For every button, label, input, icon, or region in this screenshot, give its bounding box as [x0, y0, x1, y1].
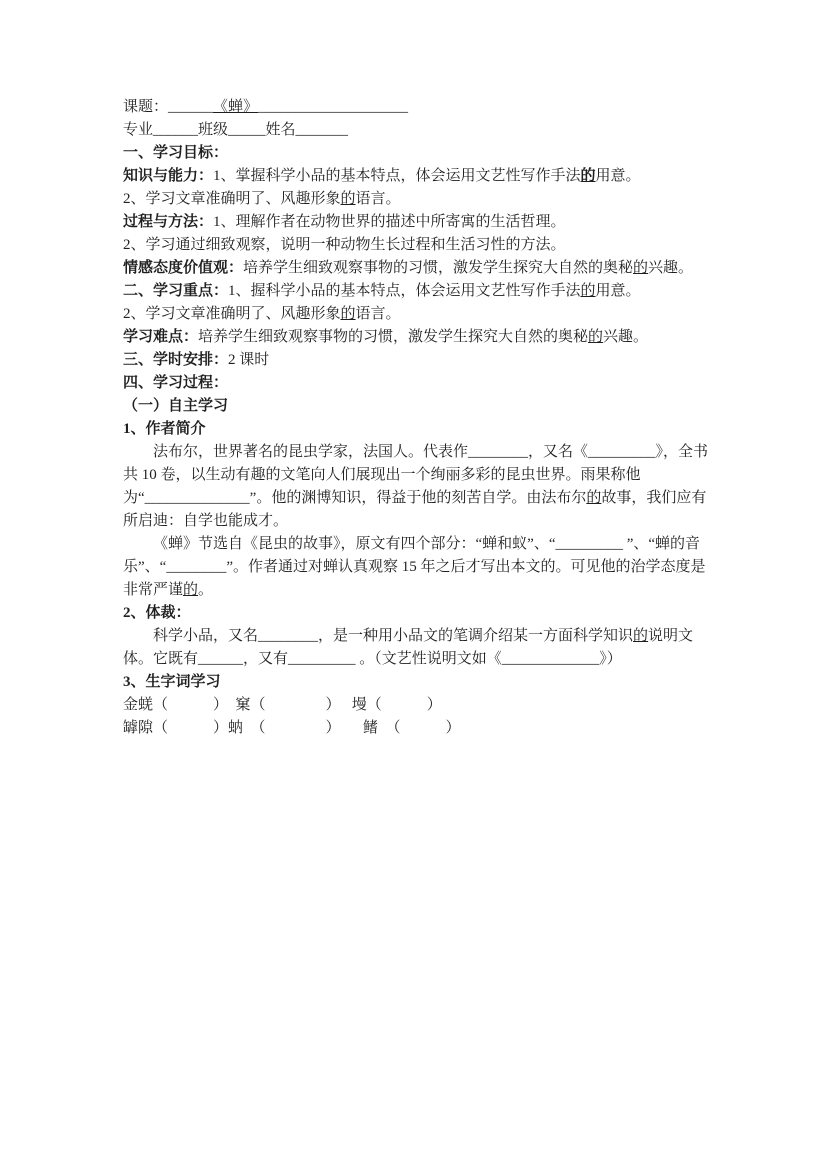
- blank-field: ________: [258, 628, 319, 644]
- objective-process-method: [123, 211, 715, 234]
- text-segment: 用意。: [595, 168, 641, 184]
- blank-field: ______: [198, 651, 244, 667]
- text-segment: 的: [340, 191, 356, 207]
- text-segment: 《蝉》节选自《昆虫的故事》，原文有四个部分：“蝉和蚁”、“: [153, 536, 556, 552]
- text-segment: 学习难点：: [123, 329, 199, 345]
- blank-field: ________: [166, 559, 227, 575]
- text-segment: 法布尔，世界著名的昆虫学家，法国人。代表作: [153, 444, 469, 460]
- text-segment: 的: [183, 582, 199, 598]
- text-segment: 的: [580, 283, 596, 299]
- text-segment: 的: [588, 329, 604, 345]
- text-segment: 。: [198, 582, 214, 598]
- blank-field: _____________: [501, 651, 600, 667]
- section-schedule: [123, 349, 715, 372]
- text-segment: 的: [586, 490, 602, 506]
- text-segment: ”。作者通过对蝉认真观察 15 年之后才写出本文的。可见他的治学态度是非常严谨: [123, 559, 706, 598]
- document-content: [123, 96, 715, 740]
- learning-difficulty: [123, 326, 715, 349]
- text-segment: 四、学习过程：: [123, 375, 229, 391]
- text-segment: 兴趣。: [603, 329, 649, 345]
- text-segment: 科学小品，又名: [153, 628, 259, 644]
- text-segment: 二、学习重点：: [123, 283, 229, 299]
- blank-field: _________: [288, 651, 356, 667]
- objective-knowledge-ability: [123, 165, 715, 188]
- text-segment: 2 课时: [228, 352, 270, 368]
- text-segment: ”、“蝉的音乐”、“: [123, 536, 701, 575]
- text-segment: 培养学生细致观察事物的习惯，激发学生探究大自然的奥秘: [243, 260, 634, 276]
- text-segment: 2、学习文章准确明了、风趣形象: [123, 191, 341, 207]
- text-segment: 课题：: [123, 99, 169, 115]
- text-segment: 1、理解作者在动物世界的描述中所寄寓的生活哲理。: [213, 214, 566, 230]
- heading-vocabulary: [123, 671, 715, 694]
- blank-field: _________: [588, 444, 656, 460]
- author-intro-paragraph: [123, 441, 715, 533]
- text-segment: 》，全书共 10 卷，以生动有趣的文笔向人们展现出一个绚丽多彩的昆虫世界。雨果称他为“: [123, 444, 709, 506]
- blank-field: ______________: [144, 490, 250, 506]
- blank-field: ____________________: [258, 99, 409, 115]
- text-segment: 2、体裁：: [123, 605, 191, 621]
- text-segment: 1、握科学小品的基本特点，体会运用文艺性写作手法: [228, 283, 581, 299]
- text-segment: 的: [633, 260, 649, 276]
- text-segment: 培养学生细致观察事物的习惯，激发学生探究大自然的奥秘: [198, 329, 589, 345]
- objective-knowledge-ability-2: [123, 188, 715, 211]
- text-segment: 1、掌握科学小品的基本特点，体会运用文艺性写作手法: [213, 168, 581, 184]
- text-segment: 专业: [123, 122, 154, 138]
- text-segment: （一）自主学习: [123, 398, 229, 414]
- text-segment: 知识与能力：: [123, 168, 214, 184]
- text-segment: ，又有: [243, 651, 289, 667]
- text-segment: 一、学习目标：: [123, 145, 229, 161]
- text-segment: 。（文艺性说明文如《: [355, 651, 502, 667]
- text-segment: 兴趣。: [648, 260, 694, 276]
- vocabulary-row-2: [123, 717, 715, 740]
- objective-process-method-2: [123, 234, 715, 257]
- text-segment: 说明文体。它既有: [123, 628, 694, 667]
- cicada-excerpt-paragraph: [123, 533, 715, 602]
- blank-field: ______: [168, 99, 214, 115]
- blank-field: _______: [295, 122, 349, 138]
- text-segment: 3、生字词学习: [123, 674, 221, 690]
- genre-paragraph: [123, 625, 715, 671]
- text-segment: 1、作者简介: [123, 421, 206, 437]
- text-segment: 姓名: [265, 122, 296, 138]
- text-segment: 语言。: [355, 306, 401, 322]
- text-segment: 的: [580, 168, 596, 184]
- section-key-points: [123, 280, 715, 303]
- objective-emotion-values: [123, 257, 715, 280]
- blank-field: ________: [468, 444, 529, 460]
- text-segment: ”。他的渊博知识，得益于他的刻苦自学。由法布尔: [249, 490, 587, 506]
- blank-field: _________: [555, 536, 623, 552]
- course-title-line: [123, 96, 715, 119]
- text-segment: 的: [633, 628, 649, 644]
- section-learning-process: [123, 372, 715, 395]
- section-learning-objectives: [123, 142, 715, 165]
- text-segment: ，是一种用小品文的笔调介绍某一方面科学知识: [318, 628, 634, 644]
- heading-author-intro: [123, 418, 715, 441]
- text-segment: 语言。: [355, 191, 401, 207]
- lesson-title: 《蝉》: [213, 99, 259, 115]
- text-segment: 故事，我们应有所启迪：自学也能成才。: [123, 490, 707, 529]
- student-info-line: [123, 119, 715, 142]
- text-segment: 罅隙（ ）蚋 （ ） 鳍 （ ）: [123, 720, 461, 736]
- text-segment: 情感态度价值观：: [123, 260, 244, 276]
- text-segment: 2、学习文章准确明了、风趣形象: [123, 306, 341, 322]
- blank-field: ______: [153, 122, 199, 138]
- subsection-self-study: [123, 395, 715, 418]
- blank-field: _____: [228, 122, 266, 138]
- text-segment: 过程与方法：: [123, 214, 214, 230]
- text-segment: ，又名《: [528, 444, 589, 460]
- text-segment: 》）: [599, 651, 622, 667]
- heading-genre: [123, 602, 715, 625]
- key-point-2: [123, 303, 715, 326]
- vocabulary-row-1: [123, 694, 715, 717]
- text-segment: 的: [340, 306, 356, 322]
- text-segment: 三、学时安排：: [123, 352, 229, 368]
- text-segment: 金蜣（ ） 窠（ ） 墁（ ）: [123, 697, 442, 713]
- text-segment: 班级: [198, 122, 229, 138]
- text-segment: 2、学习通过细致观察，说明一种动物生长过程和生活习性的方法。: [123, 237, 566, 253]
- text-segment: 用意。: [595, 283, 641, 299]
